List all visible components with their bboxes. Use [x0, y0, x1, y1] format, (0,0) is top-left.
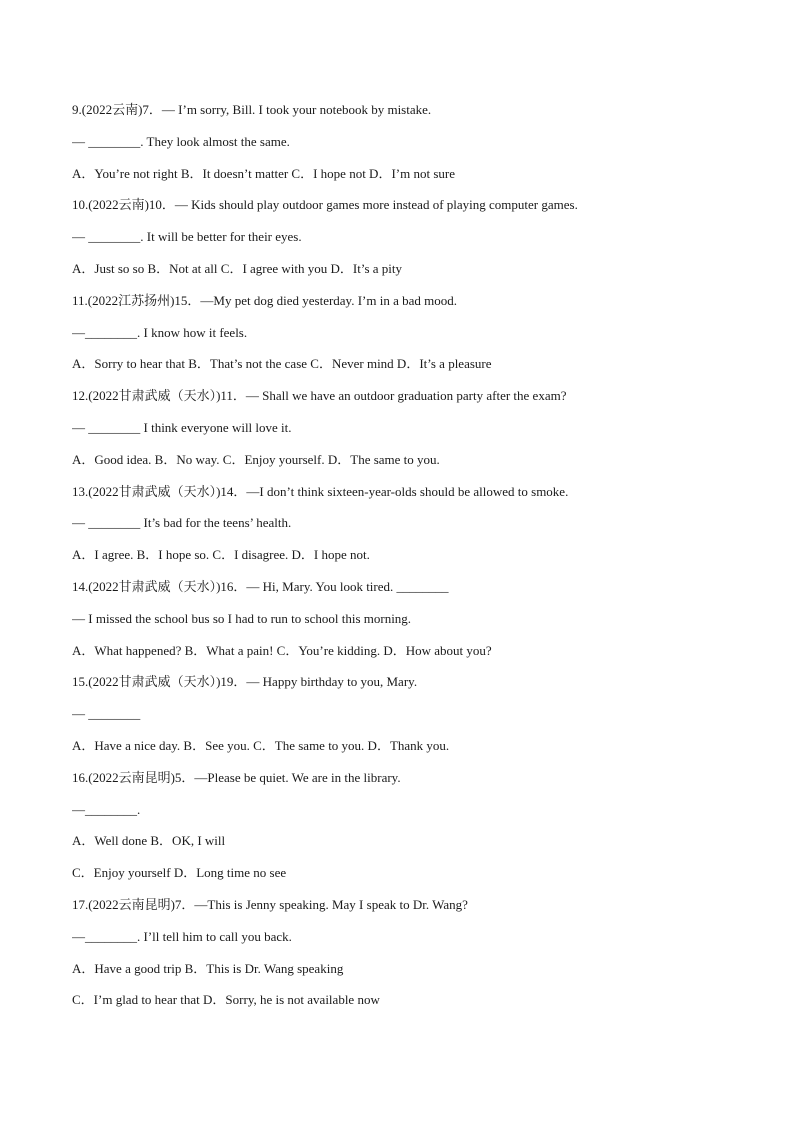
- question-14-stem: 14.(2022甘肃武威（天水）)16．— Hi, Mary. You look tired. ________: [72, 578, 449, 594]
- question-16-options-ab: A．Well done B．OK, I will: [72, 833, 226, 849]
- question-15-options: A．Have a nice day. B．See you. C．The same to you. D．Thank you.: [72, 737, 450, 753]
- question-14-reply: — I missed the school bus so I had to run to school this morning.: [72, 610, 412, 626]
- question-9-reply: — ________. They look almost the same.: [72, 133, 290, 149]
- question-9-options: A．You’re not right B．It doesn’t matter C．I hope not D．I’m not sure: [72, 165, 455, 181]
- question-16-stem: 16.(2022云南昆明)5．—Please be quiet. We are in the library.: [72, 769, 401, 785]
- question-list: [72, 100, 732, 1022]
- question-17-options-ab: A．Have a good trip B．This is Dr. Wang speaking: [72, 960, 344, 976]
- question-12-options: A．Good idea. B．No way. C．Enjoy yourself. D．The same to you.: [72, 451, 440, 467]
- question-17-stem: 17.(2022云南昆明)7．—This is Jenny speaking. May I speak to Dr. Wang?: [72, 896, 468, 912]
- question-17-options-cd: C．I’m glad to hear that D．Sorry, he is not available now: [72, 992, 380, 1008]
- question-17-reply: —________. I’ll tell him to call you back.: [72, 928, 292, 944]
- question-11-reply: —________. I know how it feels.: [72, 324, 248, 340]
- question-16-options-cd: C．Enjoy yourself D．Long time no see: [72, 865, 287, 881]
- question-15-reply: — ________: [72, 706, 141, 722]
- question-10-options: A．Just so so B．Not at all C．I agree with you D．It’s a pity: [72, 260, 403, 276]
- question-11-options: A．Sorry to hear that B．That’s not the case C．Never mind D．It’s a pleasure: [72, 356, 492, 372]
- question-13-stem: 13.(2022甘肃武威（天水）)14．—I don’t think sixteen-year-olds should be allowed to smoke.: [72, 483, 569, 499]
- question-10-stem: 10.(2022云南)10．— Kids should play outdoor games more instead of playing computer games.: [72, 197, 578, 213]
- question-14-options: A．What happened? B．What a pain! C．You’re kidding. D．How about you?: [72, 642, 492, 658]
- question-13-reply: — ________ It’s bad for the teens’ health.: [72, 515, 292, 531]
- question-12-reply: — ________ I think everyone will love it.: [72, 419, 292, 435]
- question-16-reply: —________.: [72, 801, 141, 817]
- question-15-stem: 15.(2022甘肃武威（天水）)19．— Happy birthday to you, Mary.: [72, 674, 418, 690]
- question-9-stem: 9.(2022云南)7．— I’m sorry, Bill. I took your notebook by mistake.: [72, 102, 432, 117]
- question-10-reply: — ________. It will be better for their eyes.: [72, 229, 302, 245]
- question-12-stem: 12.(2022甘肃武威（天水）)11．— Shall we have an outdoor graduation party after the exam?: [72, 388, 567, 404]
- question-11-stem: 11.(2022江苏扬州)15．—My pet dog died yesterday. I’m in a bad mood.: [72, 292, 457, 308]
- question-13-options: A．I agree. B．I hope so. C．I disagree. D．I hope not.: [72, 547, 370, 563]
